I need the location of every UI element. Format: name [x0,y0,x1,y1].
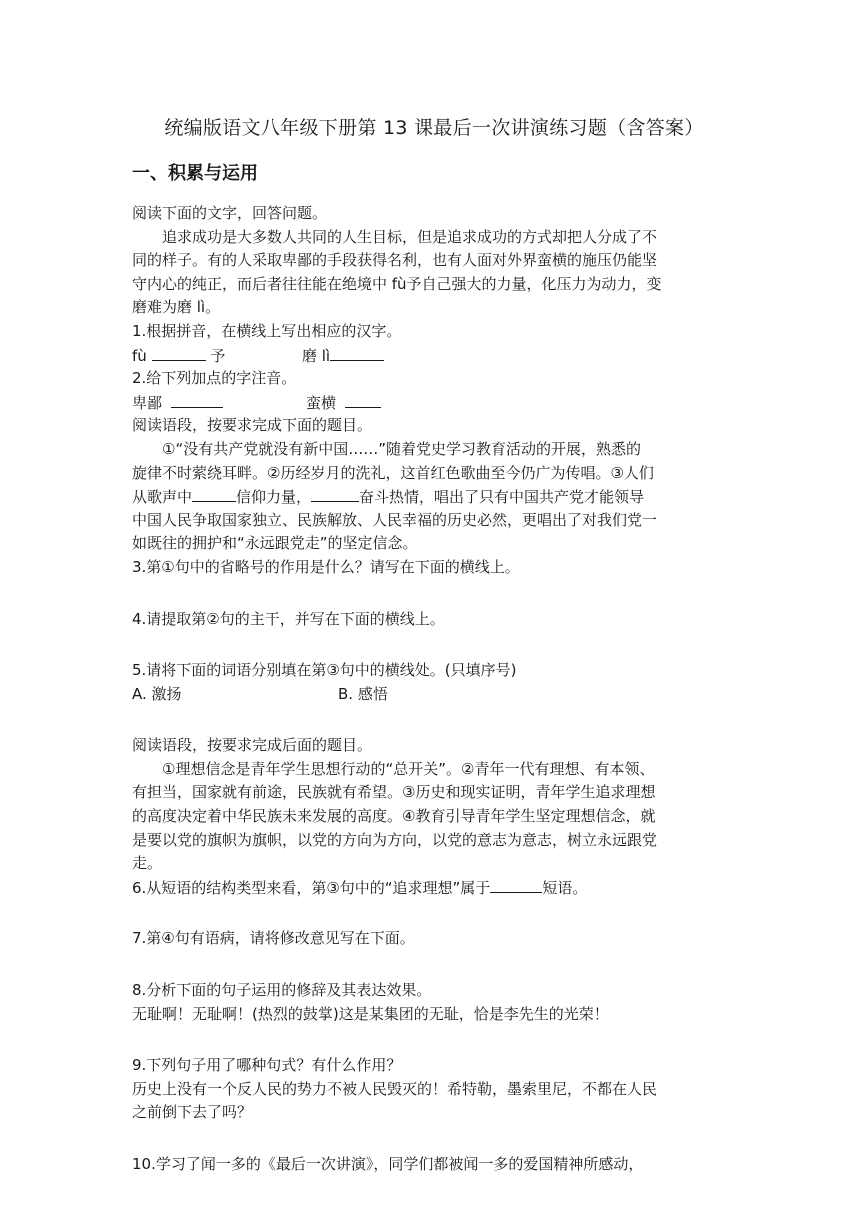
passage-line: ①“没有共产党就没有新中国……”随着党史学习教育活动的开展，熟悉的 [162,439,641,458]
passage-fragment: 信仰力量， [236,488,312,507]
question-stem: 7.第④句有语病，请将修改意见写在下面。 [132,929,415,948]
question-quote: 无耻啊！无耻啊！(热烈的鼓掌)这是某集团的无耻，恰是李先生的光荣！ [132,1004,609,1023]
question-stem [132,876,738,900]
question-stem: 4.请提取第②句的主干，并写在下面的横线上。 [132,609,445,628]
passage-line: 是要以党的旗帜为旗帜，以党的方向为方向，以党的意志为意志，树立永远跟党 [132,830,658,849]
pinyin-label: 磨 lì [302,346,331,365]
passage-intro: 阅读下面的文字，回答问题。 [132,204,328,222]
passage-intro: 阅读语段，按要求完成后面的题目。 [132,736,373,755]
question-stem: 9.下列句子用了哪种句式？有什么作用？ [132,1056,402,1075]
question-quote: 之前倒下去了吗？ [132,1103,253,1122]
question-stem: 2.给下列加点的字注音。 [132,369,297,388]
passage-line: 的高度决定着中华民族未来发展的高度。④教育引导青年学生坚定理想信念，就 [132,807,656,826]
answer-suffix: 予 [210,346,226,365]
passage-intro: 阅读语段，按要求完成下面的题目。 [132,416,373,435]
passage-line: ①理想信念是青年学生思想行动的“总开关”。②青年一代有理想、有本领、 [162,759,655,778]
answer-blank[interactable] [330,344,384,361]
passage-line [132,485,738,509]
option-b: B. 感悟 [338,684,388,703]
question-stem: 1.根据拼音，在横线上写出相应的汉字。 [132,321,402,340]
answer-blank[interactable] [490,876,542,893]
question-stem: 8.分析下面的句子运用的修辞及其表达效果。 [132,981,432,1000]
question-stem: 3.第①句中的省略号的作用是什么？请写在下面的横线上。 [132,557,520,576]
answer-row [132,344,738,368]
pinyin-label: fù [132,346,147,365]
passage-line: 同的样子。有的人采取卑鄙的手段获得名利，也有人面对外界蛮横的施压仍能坚 [132,251,658,270]
passage-line: 守内心的纯正，而后者往往能在绝境中 fù予自己强大的力量，化压力为动力，变 [132,274,662,293]
question-fragment: 短语。 [542,878,588,897]
word-label: 卑鄙 [132,393,163,412]
answer-blank[interactable] [311,485,359,502]
passage-line: 磨难为磨 lì。 [132,298,221,317]
answer-row [132,391,738,415]
question-quote: 历史上没有一个反人民的势力不被人民毁灭的！希特勒，墨索里尼，不都在人民 [132,1079,658,1098]
answer-blank[interactable] [345,391,381,408]
answer-blank[interactable] [171,391,223,408]
answer-blank[interactable] [152,344,206,361]
passage-line: 追求成功是大多数人共同的人生目标，但是追求成功的方式却把人分成了不 [162,227,658,246]
passage-line: 有担当，国家就有前途，民族就有希望。③历史和现实证明，青年学生追求理想 [132,783,656,802]
answer-blank[interactable] [192,485,236,502]
option-a: A. 激扬 [132,684,182,703]
passage-line: 中国人民争取国家独立、民族解放、人民幸福的历史必然，更唱出了对我们党一 [132,510,658,529]
passage-line: 走。 [132,854,163,873]
section-heading: 一、积累与运用 [132,163,258,184]
question-stem: 5.请将下面的词语分别填在第③句中的横线处。(只填序号) [132,661,517,680]
passage-fragment: 从歌声中 [132,488,193,507]
word-label: 蛮横 [306,393,337,412]
document-title: 统编版语文八年级下册第 13 课最后一次讲演练习题（含答案） [164,117,704,139]
options-row [132,683,738,707]
passage-fragment: 奋斗热情，唱出了只有中国共产党才能领导 [359,488,645,507]
passage-line: 旋律不时萦绕耳畔。②历经岁月的洗礼，这首红色歌曲至今仍广为传唱。③人们 [132,463,654,482]
question-stem: 10.学习了闻一多的《最后一次讲演》，同学们都被闻一多的爱国精神所感动， [132,1155,644,1173]
document-body [132,202,738,1177]
passage-line: 如既往的拥护和“永远跟党走”的坚定信念。 [132,534,418,553]
question-fragment: 6.从短语的结构类型来看，第③句中的“追求理想”属于 [132,878,491,897]
